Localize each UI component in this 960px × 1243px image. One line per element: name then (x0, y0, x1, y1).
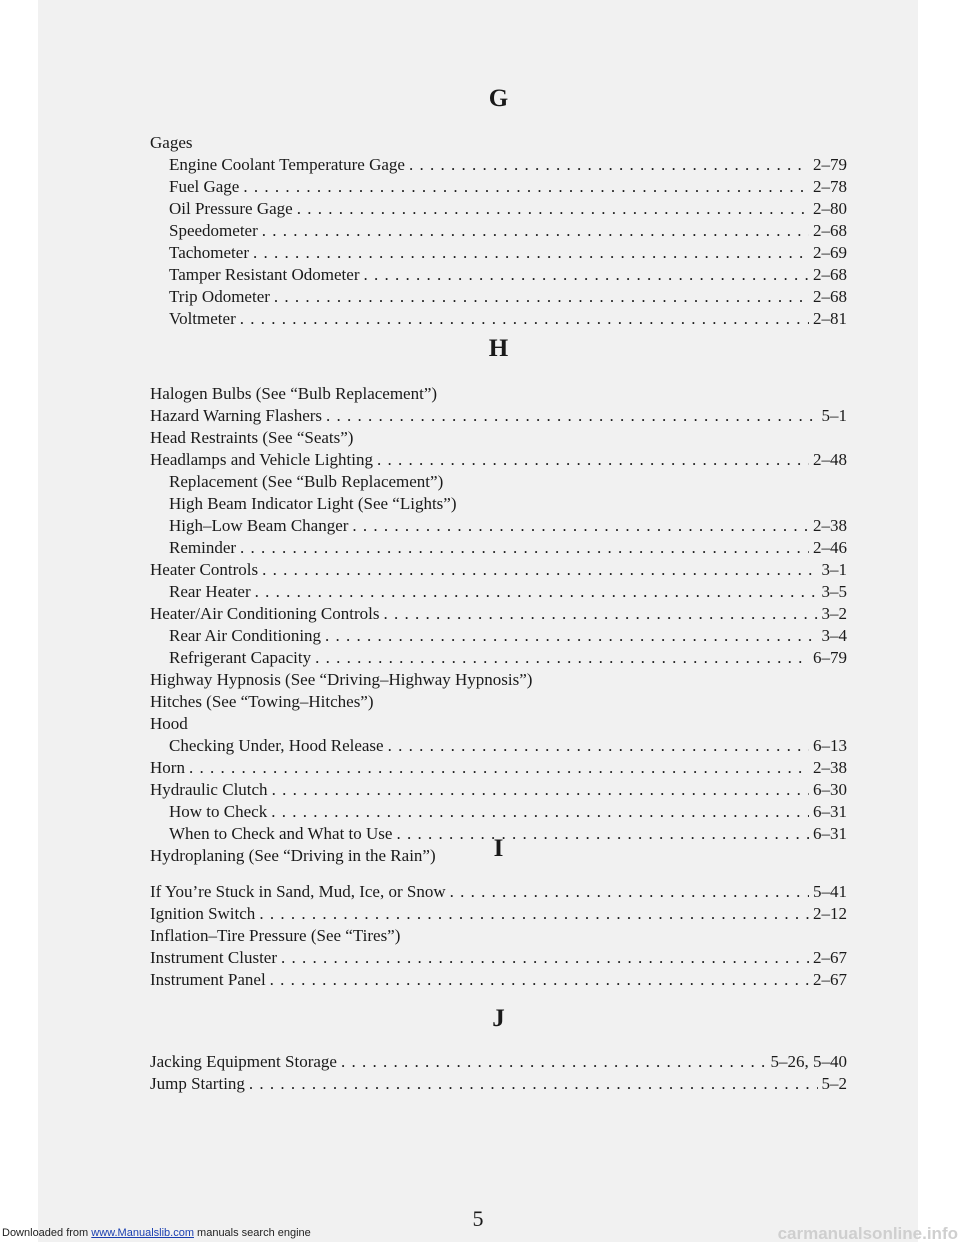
entry-label: Oil Pressure Gage (169, 199, 293, 218)
entry-page: 3–4 (821, 626, 847, 645)
dot-leader (262, 559, 817, 581)
dot-leader (450, 881, 809, 903)
section-letter: J (492, 1005, 505, 1032)
entry-page: 3–1 (821, 560, 847, 579)
index-entry (150, 1073, 847, 1095)
entries-list (150, 383, 847, 867)
index-entry (150, 779, 847, 801)
section-i (150, 834, 847, 991)
entry-page: 5–2 (821, 1074, 847, 1093)
entry-page: 6–31 (813, 824, 847, 843)
index-entry (150, 691, 847, 713)
index-entry (150, 1051, 847, 1073)
index-entry (150, 625, 847, 647)
entry-label: Gages (150, 133, 193, 152)
entries-list (150, 1051, 847, 1095)
entry-label: High–Low Beam Changer (169, 516, 349, 535)
dot-leader (281, 947, 809, 969)
entry-page: 3–5 (821, 582, 847, 601)
entry-page: 5–41 (813, 882, 847, 901)
entry-label: Reminder (169, 538, 237, 557)
entry-page: 2–67 (813, 970, 847, 989)
entry-label: Tachometer (169, 243, 249, 262)
entry-page: 6–31 (813, 802, 847, 821)
index-entry (150, 132, 847, 154)
entry-label: Replacement (See “Bulb Replacement”) (169, 472, 444, 491)
entry-label: Rear Air Conditioning (169, 626, 322, 645)
page-number: 5 (472, 1206, 484, 1231)
entry-page: 2–79 (813, 155, 847, 174)
section-letter: G (488, 85, 509, 112)
entry-page: 6–13 (813, 736, 847, 755)
entry-label: Halogen Bulbs (See “Bulb Replacement”) (150, 384, 438, 403)
index-entry (150, 537, 847, 559)
entry-label: Hazard Warning Flashers (150, 406, 323, 425)
index-entry (150, 801, 847, 823)
entry-page: 3–2 (821, 604, 847, 623)
entry-label: Ignition Switch (150, 904, 256, 923)
entries-list (150, 132, 847, 330)
entry-page: 2–68 (813, 221, 847, 240)
index-entry (150, 669, 847, 691)
footer-prefix: Downloaded from (2, 1227, 92, 1239)
index-entry (150, 735, 847, 757)
index-entry (150, 286, 847, 308)
entries-list (150, 881, 847, 991)
index-entry (150, 471, 847, 493)
dot-leader (240, 537, 809, 559)
index-entry (150, 515, 847, 537)
index-entry (150, 581, 847, 603)
index-entry (150, 242, 847, 264)
dot-leader (271, 801, 809, 823)
dot-leader (409, 154, 809, 176)
index-entry (150, 176, 847, 198)
dot-leader (255, 581, 818, 603)
index-entry (150, 308, 847, 330)
dot-leader (272, 779, 809, 801)
index-entry (150, 881, 847, 903)
entry-label: Engine Coolant Temperature Gage (169, 155, 405, 174)
dot-leader (377, 449, 809, 471)
section-letter: I (493, 835, 504, 862)
section-j (150, 1004, 847, 1095)
index-entry (150, 559, 847, 581)
entry-label: Checking Under, Hood Release (169, 736, 384, 755)
manualslib-link[interactable]: www.Manualslib.com (91, 1227, 194, 1239)
entry-label: Heater Controls (150, 560, 259, 579)
section-h (150, 334, 847, 867)
entry-page: 2–38 (813, 516, 847, 535)
index-entry (150, 757, 847, 779)
index-entry (150, 198, 847, 220)
watermark-text: carmanualsonline.info (777, 1224, 958, 1243)
footer-bar (0, 1225, 960, 1242)
dot-leader (274, 286, 809, 308)
dot-leader (363, 264, 809, 286)
section-g (150, 84, 847, 330)
entry-page: 2–68 (813, 287, 847, 306)
entry-label: Jump Starting (150, 1074, 245, 1093)
entry-label: Headlamps and Vehicle Lighting (150, 450, 373, 469)
entry-label: Head Restraints (See “Seats”) (150, 428, 354, 447)
index-entry (150, 947, 847, 969)
entry-page: 2–12 (813, 904, 847, 923)
entry-label: Hydraulic Clutch (150, 780, 268, 799)
entry-page: 2–48 (813, 450, 847, 469)
download-notice (2, 1225, 311, 1242)
entry-label: When to Check and What to Use (169, 824, 393, 843)
index-entry (150, 493, 847, 515)
index-entry (150, 603, 847, 625)
entry-label: If You’re Stuck in Sand, Mud, Ice, or Snow (150, 882, 446, 901)
dot-leader (388, 735, 809, 757)
index-entry (150, 969, 847, 991)
dot-leader (341, 1051, 767, 1073)
entry-page: 2–67 (813, 948, 847, 967)
dot-leader (253, 242, 809, 264)
entry-label: How to Check (169, 802, 268, 821)
entry-label: Hitches (See “Towing–Hitches”) (150, 692, 374, 711)
dot-leader (189, 757, 809, 779)
index-entry (150, 647, 847, 669)
dot-leader (243, 176, 809, 198)
entry-page: 2–46 (813, 538, 847, 557)
index-entry (150, 264, 847, 286)
index-entry (150, 903, 847, 925)
dot-leader (240, 308, 809, 330)
index-entry (150, 925, 847, 947)
entry-label: Refrigerant Capacity (169, 648, 312, 667)
entry-page: 5–26, 5–40 (770, 1052, 847, 1071)
dot-leader (325, 625, 817, 647)
footer-suffix: manuals search engine (193, 1227, 311, 1239)
entry-page: 2–80 (813, 199, 847, 218)
dot-leader (297, 198, 809, 220)
entry-label: Hydroplaning (See “Driving in the Rain”) (150, 846, 436, 865)
section-letter: H (488, 335, 509, 362)
entry-label: Tamper Resistant Odometer (169, 265, 360, 284)
entry-label: Heater/Air Conditioning Controls (150, 604, 380, 623)
dot-leader (249, 1073, 818, 1095)
dot-leader (383, 603, 817, 625)
entry-label: Jacking Equipment Storage (150, 1052, 337, 1071)
index-entry (150, 449, 847, 471)
entry-label: Inflation–Tire Pressure (See “Tires”) (150, 926, 401, 945)
entry-label: Voltmeter (169, 309, 236, 328)
entry-label: Fuel Gage (169, 177, 240, 196)
entry-page: 5–1 (821, 406, 847, 425)
dot-leader (315, 647, 809, 669)
index-entry (150, 383, 847, 405)
entry-label: High Beam Indicator Light (See “Lights”) (169, 494, 457, 513)
dot-leader (352, 515, 809, 537)
entry-page: 6–30 (813, 780, 847, 799)
dot-leader (326, 405, 817, 427)
index-entry (150, 220, 847, 242)
entry-page: 2–81 (813, 309, 847, 328)
entry-label: Rear Heater (169, 582, 251, 601)
entry-label: Horn (150, 758, 185, 777)
entry-label: Instrument Panel (150, 970, 266, 989)
index-entry (150, 154, 847, 176)
entry-label: Instrument Cluster (150, 948, 278, 967)
entry-page: 2–38 (813, 758, 847, 777)
entry-label: Highway Hypnosis (See “Driving–Highway Hypnosis”) (150, 670, 533, 689)
entry-label: Speedometer (169, 221, 258, 240)
entry-page: 2–68 (813, 265, 847, 284)
entry-label: Trip Odometer (169, 287, 270, 306)
entry-page: 2–78 (813, 177, 847, 196)
index-entry (150, 427, 847, 449)
dot-leader (270, 969, 809, 991)
index-entry (150, 405, 847, 427)
entry-label: Hood (150, 714, 188, 733)
entry-page: 6–79 (813, 648, 847, 667)
manual-page (38, 0, 918, 1242)
index-entry (150, 713, 847, 735)
entry-page: 2–69 (813, 243, 847, 262)
dot-leader (262, 220, 809, 242)
dot-leader (259, 903, 809, 925)
